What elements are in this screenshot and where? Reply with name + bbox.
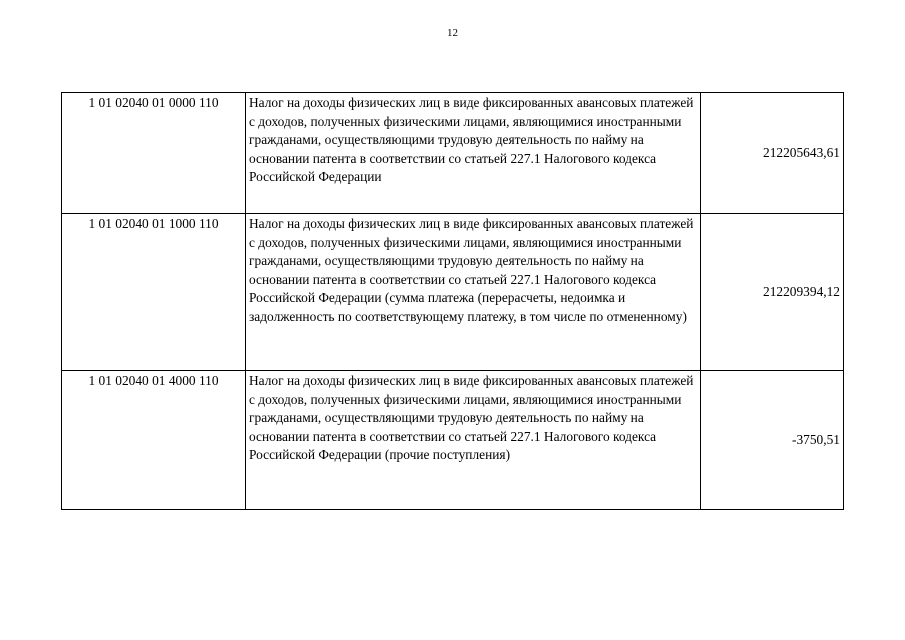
revenue-amount: 212209394,12 (701, 214, 844, 371)
page-number: 12 (447, 27, 458, 39)
table-row (62, 214, 844, 371)
revenue-amount: -3750,51 (701, 371, 844, 510)
revenue-description: Налог на доходы физических лиц в виде фиксированных авансовых платежей с доходов, полученных физическими лицами, являющимися иностранными гражданами, осуществляющими трудовую деятельность по найму на основании патента в соответствии со статьей 227.1 Налогового кодекса Российской Федерации (сумма платежа (перерасчеты, недоимка и задолженность по соответствующему платежу, в том числе по отмененному) (246, 214, 701, 371)
table-row (62, 93, 844, 214)
budget-classification-code: 1 01 02040 01 0000 110 (62, 93, 246, 214)
budget-revenue-table (61, 92, 844, 510)
revenue-amount: 212205643,61 (701, 93, 844, 214)
budget-classification-code: 1 01 02040 01 4000 110 (62, 371, 246, 510)
budget-classification-code: 1 01 02040 01 1000 110 (62, 214, 246, 371)
revenue-description: Налог на доходы физических лиц в виде фиксированных авансовых платежей с доходов, полученных физическими лицами, являющимися иностранными гражданами, осуществляющими трудовую деятельность по найму на основании патента в соответствии со статьей 227.1 Налогового кодекса Российской Федерации (прочие поступления) (246, 371, 701, 510)
table-row (62, 371, 844, 510)
revenue-description: Налог на доходы физических лиц в виде фиксированных авансовых платежей с доходов, полученных физическими лицами, являющимися иностранными гражданами, осуществляющими трудовую деятельность по найму на основании патента в соответствии со статьей 227.1 Налогового кодекса Российской Федерации (246, 93, 701, 214)
